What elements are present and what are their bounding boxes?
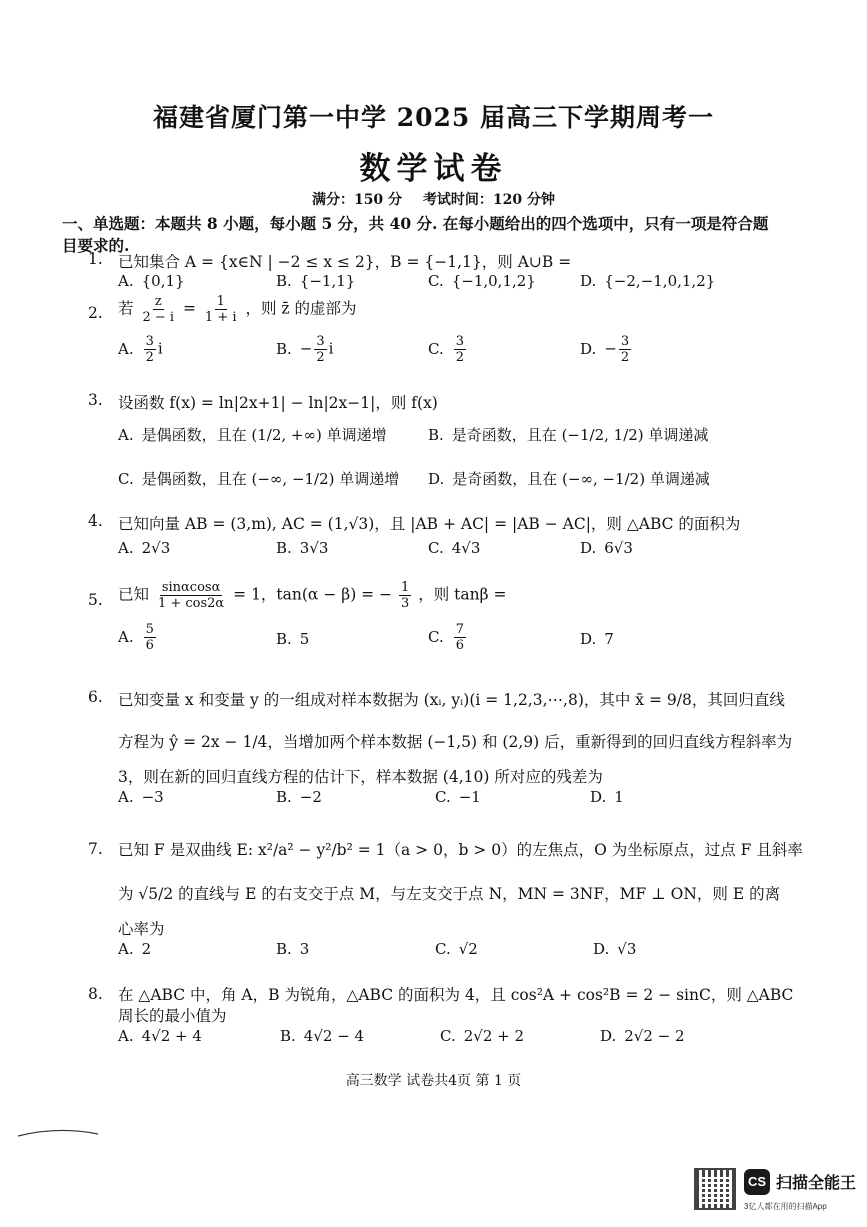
camscanner-logo-icon: CS <box>744 1169 770 1195</box>
option-a: A. 是偶函数，且在 (1/2, +∞) 单调递增 <box>118 426 387 444</box>
option-a: A. $\frac{5}{6}$ <box>118 622 154 653</box>
question-stem-line1: 已知 F 是双曲线 E: x²/a² − y²/b² = 1（a > 0，b > 0）的左焦点，O 为坐标原点，过点 F 且斜率 <box>118 841 803 859</box>
option-d: D. − $\frac{3}{2}$ <box>580 334 630 365</box>
question-number: 1. <box>88 250 103 268</box>
option-b: B. 4√2 − 4 <box>280 1027 365 1045</box>
question-number: 7. <box>88 840 103 858</box>
question-number: 2. <box>88 304 103 322</box>
option-a: A. −3 <box>118 788 164 806</box>
question-stem: 已知向量 AB = (3,m), AC = (1,√3)，且 |AB + AC| = |AB − AC|，则 △ABC 的面积为 <box>118 515 741 533</box>
option-c: C. −1 <box>435 788 481 806</box>
question-stem-line2: 为 √5/2 的直线与 E 的右支交于点 M，与左支交于点 N，MN = 3NF，MF ⊥ ON，则 E 的离 <box>118 885 781 903</box>
question-number: 5. <box>88 591 103 609</box>
question-stem: 已知集合 A = {x∈N | −2 ≤ x ≤ 2}，B = {−1,1}，则 A∪B = <box>118 253 572 271</box>
exam-subtitle: 数学试卷 <box>359 151 508 187</box>
question-stem-line2: 周长的最小值为 <box>118 1007 227 1025</box>
question-stem-line3: 3，则在新的回归直线方程的估计下，样本数据 (4,10) 所对应的残差为 <box>118 768 603 786</box>
option-a: A. 2√3 <box>118 539 171 557</box>
option-d: D. √3 <box>593 940 637 958</box>
option-c: C. 4√3 <box>428 539 481 557</box>
question-stem: 若 $\frac{z}{2 - i}$ = $\frac{1}{1 + i}$ ，则 z̄ 的虚部为 <box>118 294 357 325</box>
option-b: B. 3√3 <box>276 539 329 557</box>
question-number: 6. <box>88 688 103 706</box>
option-d: D. {−2,−1,0,1,2} <box>580 272 716 290</box>
option-c: C. {−1,0,1,2} <box>428 272 536 290</box>
option-b: B. − $\frac{3}{2}$ i <box>276 334 334 365</box>
section-heading: 一、单选题：本题共 8 小题，每小题 5 分，共 40 分. 在每小题给出的四个选项中，只有一项是符合题目要求的. <box>62 214 769 255</box>
option-d: D. 是奇函数，且在 (−∞, −1/2) 单调递减 <box>428 470 710 488</box>
option-a: A. 2 <box>118 940 152 958</box>
option-b: B. 是奇函数，且在 (−1/2, 1/2) 单调递减 <box>428 426 709 444</box>
watermark-name: 扫描全能王 <box>776 1175 857 1192</box>
question-stem-line1: 在 △ABC 中，角 A，B 为锐角，△ABC 的面积为 4，且 cos²A + cos²B = 2 − sinC，则 △ABC <box>118 986 794 1004</box>
option-a: A. $\frac{3}{2}$ i <box>118 334 163 365</box>
question-number: 3. <box>88 391 103 409</box>
question-stem: 已知 $\frac{\sin\alpha\cos\alpha}{1 + \cos 2\alpha}$ = 1，tan(α − β) = − $\frac{1}{3}$ ，则 tanβ = <box>118 580 507 611</box>
page-footer: 高三数学 试卷共4页 第 1 页 <box>345 1073 522 1089</box>
option-d: D. 1 <box>590 788 624 806</box>
watermark-subtitle: 3亿人都在用的扫描App <box>744 1202 827 1211</box>
time-text: 考试时间：120 分钟 <box>422 192 556 208</box>
option-c: C. 是偶函数，且在 (−∞, −1/2) 单调递增 <box>118 470 400 488</box>
exam-meta <box>0 189 867 209</box>
qr-code-icon <box>694 1168 736 1210</box>
scan-artifact <box>18 1128 98 1138</box>
option-d: D. 6√3 <box>580 539 633 557</box>
question-stem-line3: 心率为 <box>118 920 165 938</box>
option-d: D. 7 <box>580 630 614 648</box>
question-stem-line2: 方程为 ŷ = 2x − 1/4，当增加两个样本数据 (−1,5) 和 (2,9) 后，重新得到的回归直线方程斜率为 <box>118 733 793 751</box>
option-c: C. $\frac{7}{6}$ <box>428 622 464 653</box>
score-text: 满分：150 分 <box>311 192 403 208</box>
question-stem-line1: 已知变量 x 和变量 y 的一组成对样本数据为 (xᵢ, yᵢ)(i = 1,2,3,⋯,8)，其中 x̄ = 9/8，其回归直线 <box>118 691 785 709</box>
option-b: B. −2 <box>276 788 322 806</box>
option-b: B. {−1,1} <box>276 272 356 290</box>
option-b: B. 3 <box>276 940 310 958</box>
option-a: A. {0,1} <box>118 272 185 290</box>
option-c: C. $\frac{3}{2}$ <box>428 334 464 365</box>
question-number: 4. <box>88 512 103 530</box>
option-a: A. 4√2 + 4 <box>118 1027 202 1045</box>
option-c: C. 2√2 + 2 <box>440 1027 525 1045</box>
option-d: D. 2√2 − 2 <box>600 1027 685 1045</box>
option-c: C. √2 <box>435 940 478 958</box>
question-number: 8. <box>88 985 103 1003</box>
exam-title: 福建省厦门第一中学 2025 届高三下学期周考一 <box>153 103 714 132</box>
option-b: B. 5 <box>276 630 310 648</box>
question-stem: 设函数 f(x) = ln|2x+1| − ln|2x−1|，则 f(x) <box>118 394 438 412</box>
